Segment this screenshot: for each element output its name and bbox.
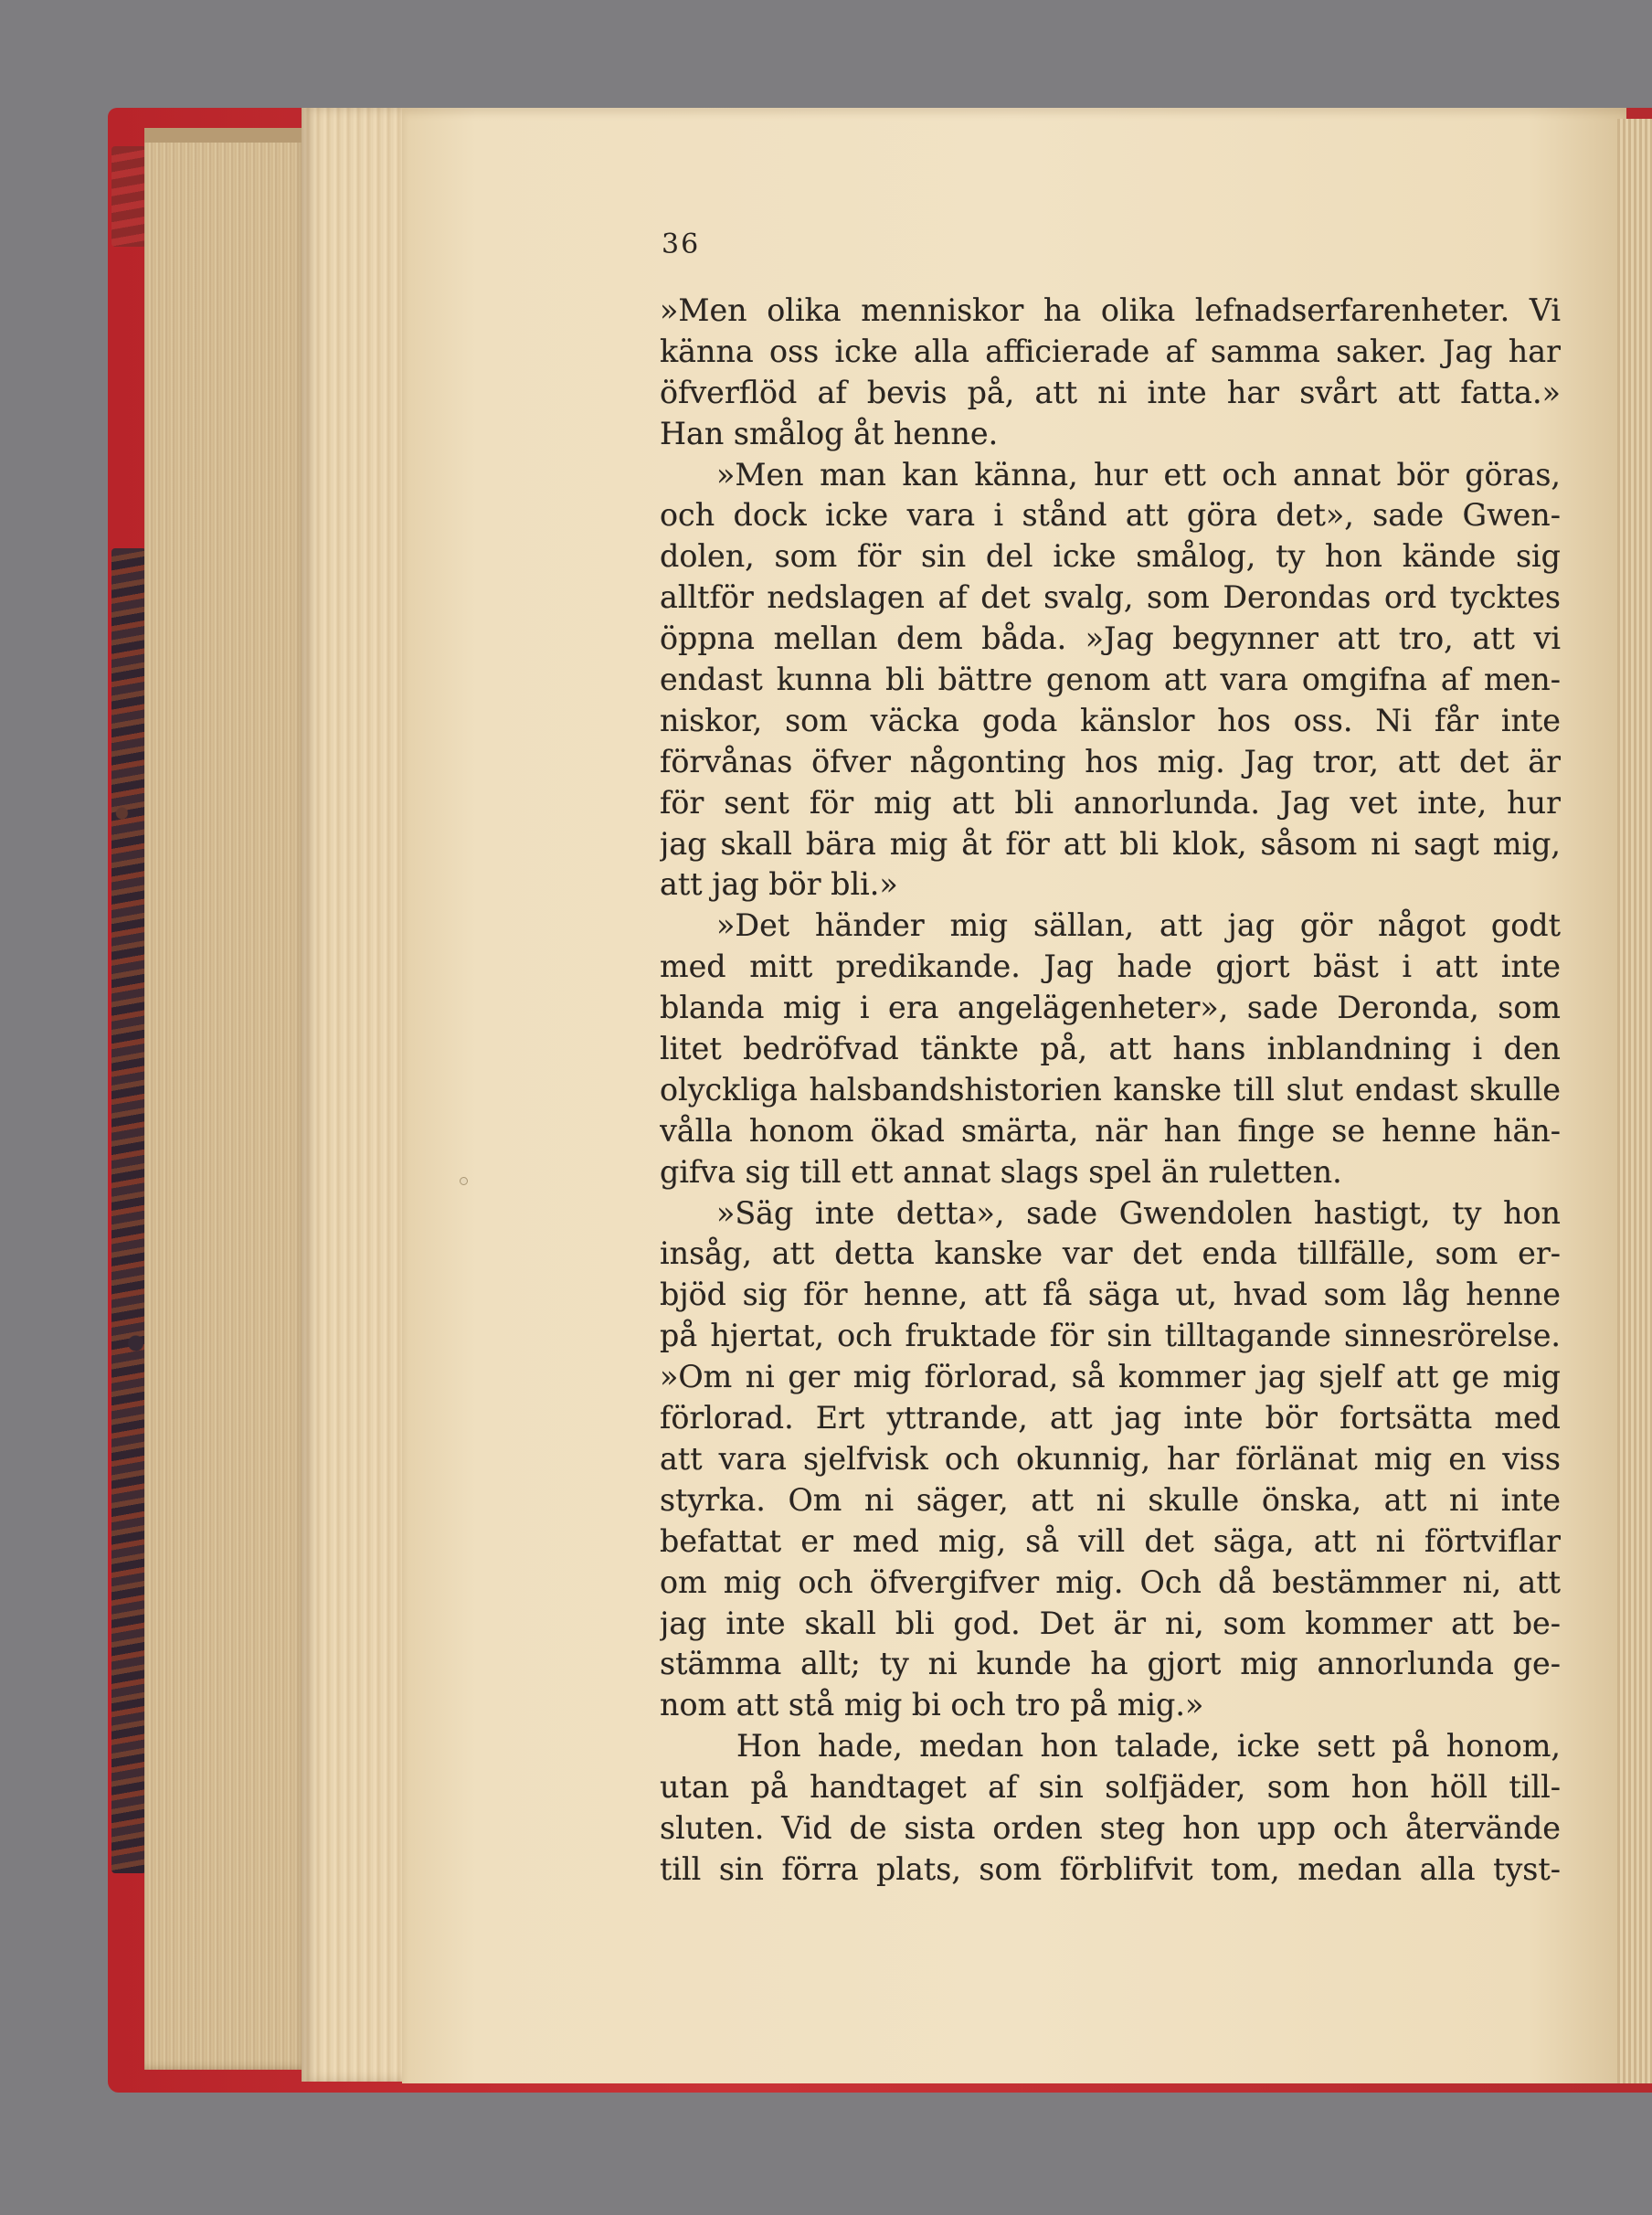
text-line: att jag bör bli.» xyxy=(660,866,898,903)
text-line: förlorad. Ert yttrande, att jag inte bör fortsätta med xyxy=(660,1400,1561,1436)
right-page-edge xyxy=(1617,119,1652,2083)
cover-edge-marbling xyxy=(111,548,146,1873)
page-gutter xyxy=(302,108,411,2082)
text-line: sluten. Vid de sista orden steg hon upp och återvände xyxy=(660,1809,1561,1846)
text-line: styrka. Om ni säger, att ni skulle önska, att ni inte xyxy=(660,1481,1561,1518)
text-line: endast kunna bli bättre genom att vara omgifna af men- xyxy=(660,662,1561,698)
text-line: att vara sjelfvisk och okunnig, har förlänat mig en viss xyxy=(660,1440,1561,1477)
text-line: vålla honom ökad smärta, när han finge se henne hän- xyxy=(660,1112,1561,1149)
text-line: jag inte skall bli god. Det är ni, som kommer att be- xyxy=(660,1605,1561,1641)
text-line: bjöd sig för henne, att få säga ut, hvad som låg henne xyxy=(660,1277,1561,1313)
text-line: med mitt predikande. Jag hade gjort bäst i att inte xyxy=(660,949,1561,985)
text-line: öppna mellan dem båda. »Jag begynner att tro, att vi xyxy=(660,620,1561,657)
paper-speck xyxy=(460,1177,468,1185)
text-line: »Om ni ger mig förlorad, så kommer jag sjelf att ge mig xyxy=(660,1359,1561,1395)
text-line: insåg, att detta kanske var det enda tillfälle, som er- xyxy=(660,1235,1561,1272)
text-line: nom att stå mig bi och tro på mig.» xyxy=(660,1687,1204,1723)
text-line: olyckliga halsbandshistorien kanske till slut endast skulle xyxy=(660,1071,1561,1108)
text-line: öfverflöd af bevis på, att ni inte har svårt att fatta.» xyxy=(660,374,1561,410)
text-line: »Säg inte detta», sade Gwendolen hastigt, ty hon xyxy=(716,1194,1561,1231)
text-line: till sin förra plats, som förblifvit tom, medan alla tyst- xyxy=(660,1850,1561,1887)
text-line: stämma allt; ty ni kunde ha gjort mig annorlunda ge- xyxy=(660,1646,1561,1682)
text-line: niskor, som väcka goda känslor hos oss. Ni får inte xyxy=(660,702,1561,738)
text-line: Hon hade, medan hon talade, icke sett på honom, xyxy=(736,1728,1561,1765)
text-line: på hjertat, och fruktade för sin tilltagande sinnesrörelse. xyxy=(660,1318,1561,1354)
text-line: för sent för mig att bli annorlunda. Jag vet inte, hur xyxy=(660,784,1561,821)
text-line: om mig och öfvergifver mig. Och då bestämmer ni, att xyxy=(660,1563,1561,1600)
text-line: utan på handtaget af sin solfjäder, som hon höll till- xyxy=(660,1769,1561,1806)
text-line: och dock icke vara i stånd att göra det», sade Gwen- xyxy=(660,497,1561,534)
text-line: litet bedröfvad tänkte på, att hans inblandning i den xyxy=(660,1031,1561,1067)
text-line: befattat er med mig, så vill det säga, att ni förtviflar xyxy=(660,1522,1561,1559)
left-page-stack-top-edge xyxy=(144,128,309,143)
text-line: gifva sig till ett annat slags spel än ruletten. xyxy=(660,1153,1342,1190)
cover-edge-marbling-top xyxy=(111,146,146,247)
page-text-block xyxy=(660,291,1561,1891)
text-line: blanda mig i era angelägenheter», sade Deronda, som xyxy=(660,990,1561,1026)
left-page-stack xyxy=(144,128,309,2070)
text-line: »Men olika menniskor ha olika lefnadserfarenheter. Vi xyxy=(660,292,1561,328)
text-line: »Men man kan känna, hur ett och annat bör göras, xyxy=(716,456,1561,493)
text-line: »Det händer mig sällan, att jag gör något godt xyxy=(716,907,1561,944)
text-line: känna oss icke alla afficierade af samma saker. Jag har xyxy=(660,333,1561,369)
page-number: 36 xyxy=(662,228,701,260)
text-line: alltför nedslagen af det svalg, som Derondas ord tycktes xyxy=(660,579,1561,616)
text-line: jag skall bära mig åt för att bli klok, såsom ni sagt mig, xyxy=(660,825,1561,862)
text-line: dolen, som för sin del icke smålog, ty hon kände sig xyxy=(660,538,1561,575)
text-line: Han smålog åt henne. xyxy=(660,415,999,451)
text-line: förvånas öfver någonting hos mig. Jag tror, att det är xyxy=(660,743,1561,779)
